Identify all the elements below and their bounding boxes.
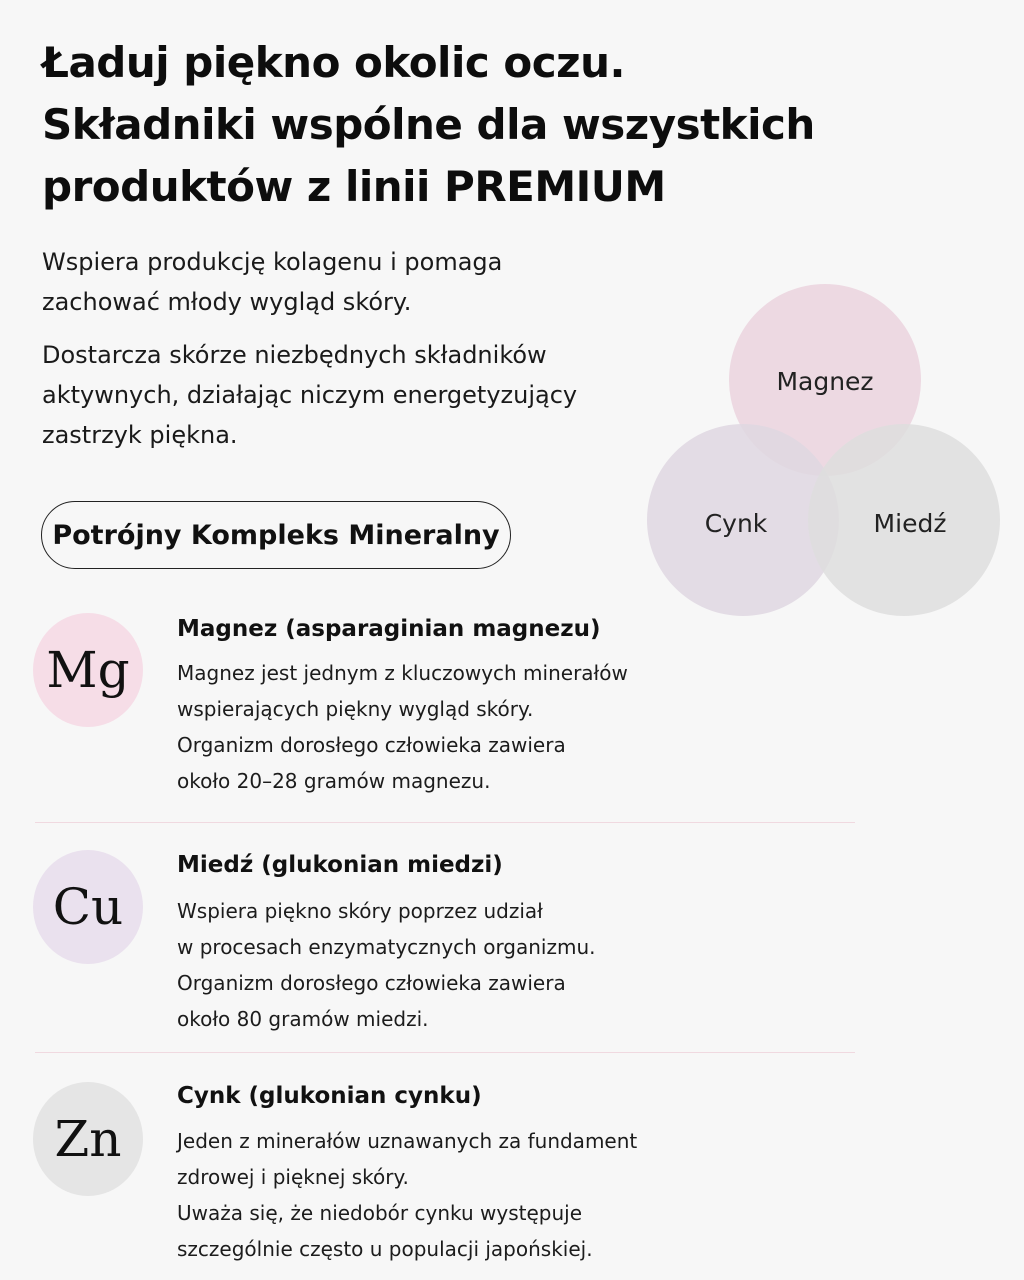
desc-line: szczególnie często u populacji japońskiej. <box>177 1237 593 1261</box>
desc-line: w procesach enzymatycznych organizmu. <box>177 935 596 959</box>
venn-label-magnez: Magnez <box>776 367 874 396</box>
mineral-title-miedz: Miedź (glukonian miedzi) <box>177 852 503 878</box>
intro-p1-line-2: zachować młody wygląd skóry. <box>42 288 412 316</box>
symbol-badge-mg: Mg <box>33 613 143 727</box>
symbol-badge-zn: Zn <box>33 1082 143 1196</box>
mineral-title-magnez: Magnez (asparaginian magnezu) <box>177 616 601 642</box>
desc-line: Organizm dorosłego człowieka zawiera <box>177 733 566 757</box>
mineral-desc-cynk <box>177 1123 737 1267</box>
title-line-1: Ładuj piękno okolic oczu. <box>42 38 625 87</box>
page-title <box>42 32 942 218</box>
intro-paragraph-1 <box>42 242 642 322</box>
intro-paragraph-2 <box>42 335 642 455</box>
symbol-badge-cu: Cu <box>33 850 143 964</box>
desc-line: Uważa się, że niedobór cynku występuje <box>177 1201 582 1225</box>
intro-p2-line-2: aktywnych, działając niczym energetyzujący <box>42 381 578 409</box>
complex-badge: Potrójny Kompleks Mineralny <box>41 501 511 569</box>
desc-line: wspierających piękny wygląd skóry. <box>177 697 534 721</box>
desc-line: zdrowej i pięknej skóry. <box>177 1165 409 1189</box>
venn-label-miedz: Miedź <box>873 509 947 538</box>
title-line-3: produktów z linii PREMIUM <box>42 162 666 211</box>
venn-label-cynk: Cynk <box>704 509 768 538</box>
mineral-title-cynk: Cynk (glukonian cynku) <box>177 1083 482 1109</box>
desc-line: Jeden z minerałów uznawanych za fundament <box>177 1129 638 1153</box>
desc-line: Wspiera piękno skóry poprzez udział <box>177 899 543 923</box>
desc-line: Magnez jest jednym z kluczowych minerałów <box>177 661 628 685</box>
title-line-2: Składniki wspólne dla wszystkich <box>42 100 815 149</box>
desc-line: około 20–28 gramów magnezu. <box>177 769 491 793</box>
mineral-desc-magnez <box>177 655 737 799</box>
mineral-venn-diagram <box>640 280 1010 630</box>
mineral-desc-miedz <box>177 893 737 1037</box>
section-divider <box>35 1052 855 1053</box>
intro-p2-line-1: Dostarcza skórze niezbędnych składników <box>42 341 547 369</box>
desc-line: około 80 gramów miedzi. <box>177 1007 429 1031</box>
section-divider <box>35 822 855 823</box>
intro-p2-line-3: zastrzyk piękna. <box>42 421 238 449</box>
desc-line: Organizm dorosłego człowieka zawiera <box>177 971 566 995</box>
intro-p1-line-1: Wspiera produkcję kolagenu i pomaga <box>42 248 503 276</box>
